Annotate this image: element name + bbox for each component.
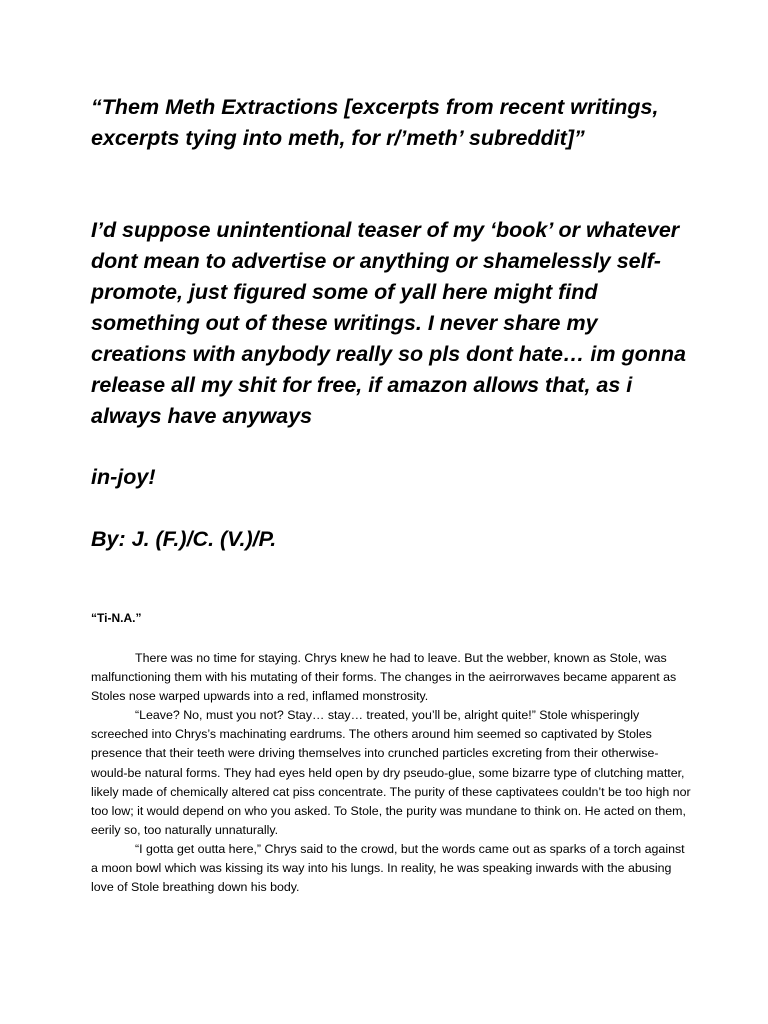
- signoff-text: in-joy!: [91, 465, 156, 489]
- story-paragraph: There was no time for staying. Chrys knew he had to leave. But the webber, known as Stole, was malfunctioning them with his mutating of their forms. The changes in the aeirrorwaves became apparent as Stoles nose warped upwards into a red, inflamed monstrosity.: [91, 651, 677, 704]
- story-paragraph: “I gotta get outta here,” Chrys said to the crowd, but the words came out as sparks of a torch against a moon bowl which was kissing its way into his lungs. In reality, he was speaking inwards with the abusing love of Stole breathing down his body.: [91, 841, 685, 895]
- story-paragraph: “Leave? No, must you not? Stay… stay… treated, you’ll be, alright quite!” Stole whisperingly screeched into Chrys’s machinating eardrums. The others around him seemed so captivated by Stoles presence that their teeth were driving themselves into crunched particles excreting from their otherwise-would-be natural forms. They had eyes held open by dry pseudo-glue, some bizarre type of clutching matter, likely made of chemically altered cat piss concentrate. The purity of these captivatees couldn’t be too high nor too low; it would depend on who you asked. To Stole, the purity was mundane to think on. He acted on them, eerily so, too naturally unnaturally.: [91, 708, 691, 837]
- intro-paragraph: I’d suppose unintentional teaser of my ‘book’ or whatever dont mean to advertise or anything or shamelessly self-promote, just figured some of yall here might find something out of these writings. I never share my creations with anybody really so pls dont hate… im gonna release all my shit for free, if amazon allows that, as i always have anyways: [91, 218, 686, 428]
- author-byline: By: J. (F.)/C. (V.)/P.: [91, 527, 277, 551]
- story-body: [91, 649, 691, 897]
- chapter-title: “Ti-N.A.”: [91, 611, 142, 625]
- document-title: “Them Meth Extractions [excerpts from recent writings, excerpts tying into meth, for r/’meth’ subreddit]”: [91, 95, 659, 150]
